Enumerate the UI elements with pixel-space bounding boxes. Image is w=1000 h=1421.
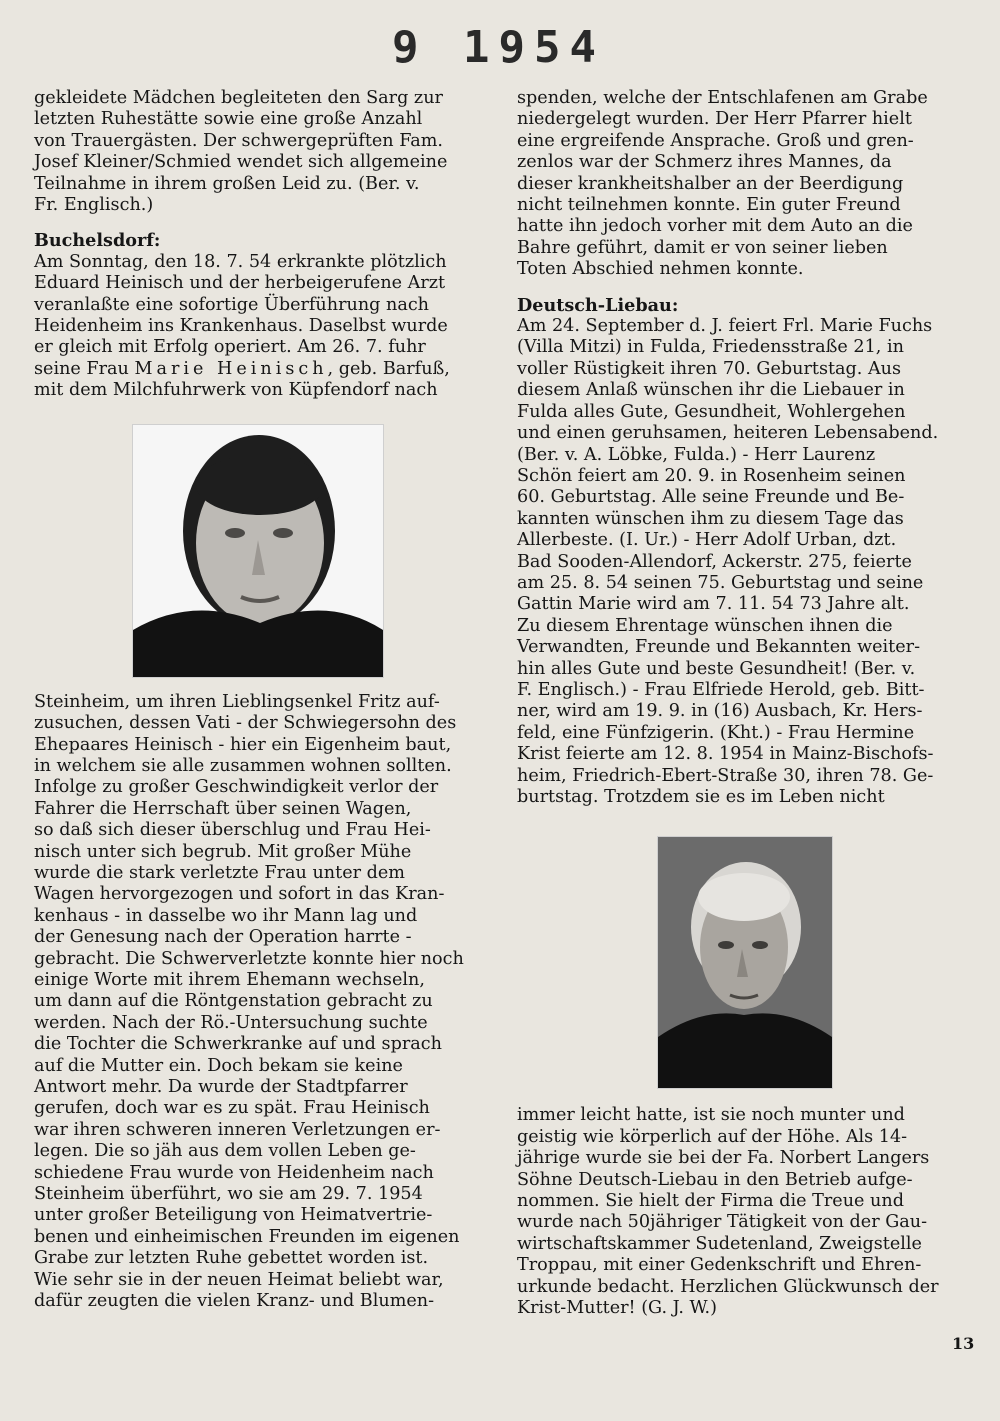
paragraph: immer leicht hatte, ist sie noch munter und geistig wie körperlich auf der Höhe. Als 14- jährige wurde sie bei der Fa. Norbert Langers Söhne Deutsch-Liebau in den Betrieb aufge- nommen. Sie hielt der Firma die Treue und wurde nach 50jähriger Tätigkeit von der Gau- wirtschaftskammer Sudetenland, Zweigstelle Troppau, mit einer Gedenkschrift und Ehren- urkunde bedacht. Herzlichen Glückwunsch der Krist-Mutter! (G. J. W.) bbox=[517, 1105, 939, 1319]
paragraph bbox=[34, 252, 490, 402]
section-heading: Buchelsdorf: bbox=[34, 230, 161, 252]
portrait-photo bbox=[132, 424, 384, 678]
paragraph: Steinheim, um ihren Lieblingsenkel Fritz auf- zusuchen, dessen Vati - der Schwiegersohn des Ehepaares Heinisch - hier ein Eigenheim baut, in welchem sie alle zusammen wohnen sollten. Infolge zu großer Geschwindigkeit verlor der Fahrer die Herrschaft über seinen Wagen, so daß sich dieser überschlug und Frau Hei- nisch unter sich begrub. Mit großer Mühe wurde die stark verletzte Frau unter dem Wagen hervorgezogen und sofort in das Kran- kenhaus - in dasselbe wo ihr Mann lag und der Genesung nach der Operation harrte - gebracht. Die Schwerverletzte konnte hier noch einige Worte mit ihrem Ehemann wechseln, um dann auf die Röntgenstation gebracht zu werden. Nach der Rö.-Untersuchung suchte die Tochter die Schwerkranke auf und sprach auf die Mutter ein. Doch bekam sie keine Antwort mehr. Da wurde der Stadtpfarrer gerufen, doch war es zu spät. Frau Heinisch war ihren schweren inneren Verletzungen er- legen. Die so jäh aus dem vollen Leben ge- schiedene Frau wurde von Heidenheim nach Steinheim überführt, wo sie am 29. 7. 1954 unter großer Beteiligung von Heimatvertrie- benen und einheimischen Freunden im eigenen Grabe zur letzten Ruhe gebettet worden ist. Wie sehr sie in der neuen Heimat beliebt war, dafür zeugten die vielen Kranz- und Blumen- bbox=[34, 691, 464, 1312]
paragraph: spenden, welche der Entschlafenen am Grabe niedergelegt wurden. Der Herr Pfarrer hielt eine ergreifende Ansprache. Groß und gren- zenlos war der Schmerz ihres Mannes, da dieser krankheitshalber an der Beerdigung nicht teilnehmen konnte. Ein guter Freund hatte ihn jedoch vorher mit dem Auto an die Bahre geführt, damit er von seiner lieben Toten Abschied nehmen konnte. bbox=[517, 88, 928, 280]
paragraph: Am 24. September d. J. feiert Frl. Marie Fuchs (Villa Mitzi) in Fulda, Friedensstraße 21, in voller Rüstigkeit ihren 70. Geburtstag. Aus diesem Anlaß wünschen ihr die Liebauer in Fulda alles Gute, Gesundheit, Wohlergehen und einen geruhsamen, heiteren Lebensabend. (Ber. v. A. Löbke, Fulda.) - Herr Laurenz Schön feiert am 20. 9. in Rosenheim seinen 60. Geburtstag. Alle seine Freunde und Be- kannten wünschen ihm zu diesem Tage das Allerbeste. (I. Ur.) - Herr Adolf Urban, dzt. Bad Sooden-Allendorf, Ackerstr. 275, feierte am 25. 8. 54 seinen 75. Geburtstag und seine Gattin Marie wird am 7. 11. 54 73 Jahre alt. Zu diesem Ehrentage wünschen ihnen die Verwandten, Freunde und Bekannten weiter- hin alles Gute und beste Gesundheit! (Ber. v. F. Englisch.) - Frau Elfriede Herold, geb. Bitt- ner, wird am 19. 9. in (16) Ausbach, Kr. Hers- feld, eine Fünfzigerin. (Kht.) - Frau Hermine Krist feierte am 12. 8. 1954 in Mainz-Bischofs- heim, Friedrich-Ebert-Straße 30, ihren 78. Ge- burtstag. Trotzdem sie es im Leben nicht bbox=[517, 316, 939, 807]
portrait-image bbox=[658, 837, 832, 1088]
portrait-image bbox=[133, 425, 383, 677]
left-column bbox=[34, 88, 490, 1312]
text-run: , geb. Barfuß, mit dem Milchfuhrwerk von Küpfendorf nach bbox=[34, 358, 450, 401]
right-column bbox=[517, 88, 969, 1319]
paragraph: gekleidete Mädchen begleiteten den Sarg zur letzten Ruhestätte sowie eine große Anzahl von Trauergästen. Der schwergeprüften Fam. Josef Kleiner/Schmied wendet sich allgemeine Teilnahme in ihrem großen Leid zu. (Ber. v. Fr. Englisch.) bbox=[34, 88, 448, 216]
portrait-photo bbox=[657, 836, 833, 1089]
section-heading: Deutsch-Liebau: bbox=[517, 294, 679, 316]
page-stamp: 9 1954 bbox=[392, 22, 605, 73]
page-number: 13 bbox=[952, 1334, 975, 1353]
name-text: Marie Heinisch bbox=[134, 358, 328, 379]
text-run: Am Sonntag, den 18. 7. 54 erkrankte plötzlich Eduard Heinisch und der herbeigerufene Arzt veranlaßte eine sofortige Überführung nach Heidenheim ins Krankenhaus. Daselbst wurde er gleich mit Erfolg operiert. Am 26. 7. fuhr seine Frau bbox=[34, 251, 448, 379]
